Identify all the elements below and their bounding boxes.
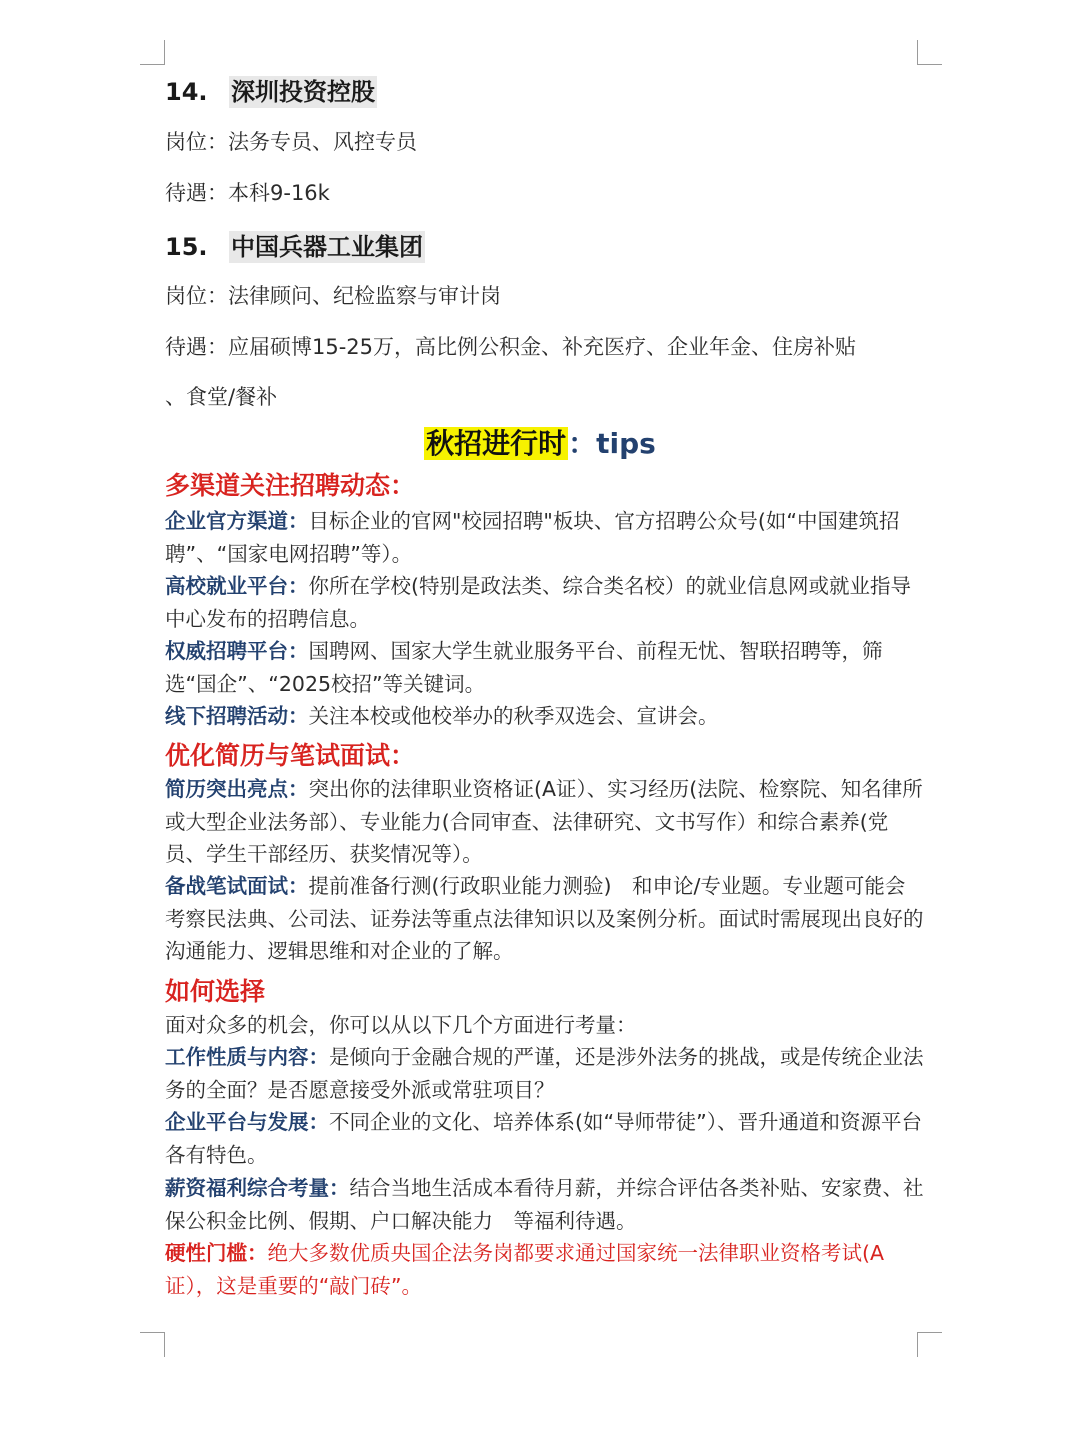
pay-label: 待遇： [165, 335, 228, 359]
company-name: 深圳投资控股 [231, 78, 375, 106]
item-label: 简历突出亮点： [165, 777, 309, 801]
channel-item [165, 570, 925, 635]
choose-item [165, 1106, 925, 1171]
company-heading [165, 72, 377, 107]
choose-intro: 面对众多的机会，你可以从以下几个方面进行考量： [165, 1013, 637, 1037]
position-label: 岗位： [165, 284, 228, 308]
item-text: 目标企业的官网"校园招聘"板块、官方招聘公众号(如“中国建筑招聘”、“国家电网招聘”等）。 [165, 509, 900, 566]
pay-value: 应届硕博15-25万，高比例公积金、补充医疗、企业年金、住房补贴 [228, 335, 857, 359]
company-name: 中国兵器工业集团 [231, 233, 423, 261]
item-text: 关注本校或他校举办的秋季双选会、宣讲会。 [308, 704, 719, 728]
company-position [165, 280, 501, 310]
item-label: 硬性门槛： [165, 1241, 268, 1265]
company-number: 14. [165, 78, 208, 106]
page-corner-mark-top-right [917, 40, 942, 65]
position-value: 法务专员、风控专员 [228, 130, 417, 154]
item-text: 你所在学校(特别是政法类、综合类名校）的就业信息网或就业指导中心发布的招聘信息。 [165, 574, 911, 631]
item-text: 国聘网、国家大学生就业服务平台、前程无忧、智联招聘等，筛选“国企”、“2025校招”等关键词。 [165, 639, 883, 696]
item-text: 提前准备行测(行政职业能力测验) 和申论/专业题。专业题可能会考察民法典、公司法、证券法等重点法律知识以及案例分析。面试时需展现出良好的沟通能力、逻辑思维和对企业的了解。 [165, 874, 924, 963]
page-corner-mark-top-left [140, 40, 165, 65]
company-position [165, 126, 417, 156]
channel-item [165, 635, 925, 700]
company-number: 15. [165, 233, 208, 261]
choose-item [165, 1041, 925, 1106]
choose-item-requirement [165, 1237, 925, 1302]
position-label: 岗位： [165, 130, 228, 154]
item-label: 企业平台与发展： [165, 1110, 329, 1134]
section-heading-channels: 多渠道关注招聘动态： [165, 471, 416, 500]
company-heading [165, 227, 425, 262]
item-text: 是倾向于金融合规的严谨，还是涉外法务的挑战，或是传统企业法务的全面？是否愿意接受外派或常驻项目？ [165, 1045, 924, 1102]
item-label: 工作性质与内容： [165, 1045, 329, 1069]
position-value: 法律顾问、纪检监察与审计岗 [228, 284, 501, 308]
item-label: 权威招聘平台： [165, 639, 309, 663]
section-heading-resume: 优化简历与笔试面试： [165, 741, 416, 770]
pay-value: 本科9-16k [228, 181, 330, 205]
item-label: 线下招聘活动： [165, 704, 309, 728]
company-pay [165, 331, 856, 361]
choose-item [165, 1172, 925, 1237]
item-label: 薪资福利综合考量： [165, 1176, 350, 1200]
section-heading-choose: 如何选择 [165, 977, 266, 1006]
resume-item [165, 870, 925, 968]
company-pay-continued: 、食堂/餐补 [165, 385, 278, 409]
resume-item [165, 773, 925, 871]
item-label: 备战笔试面试： [165, 874, 309, 898]
company-pay [165, 177, 330, 207]
item-label: 高校就业平台： [165, 574, 309, 598]
item-label: 企业官方渠道： [165, 509, 309, 533]
item-text: 绝大多数优质央国企法务岗都要求通过国家统一法律职业资格考试(A证），这是重要的“敲门砖”。 [165, 1241, 885, 1298]
item-text: 突出你的法律职业资格证(A证）、实习经历(法院、检察院、知名律所或大型企业法务部）、专业能力(合同审查、法律研究、文书写作）和综合素养(党员、学生干部经历、获奖情况等）。 [165, 777, 923, 866]
tips-title-rest: ：tips [568, 427, 656, 460]
tips-title [0, 422, 1080, 462]
page-corner-mark-bottom-right [917, 1332, 942, 1357]
channel-item [165, 505, 925, 570]
page-corner-mark-bottom-left [140, 1332, 165, 1357]
pay-label: 待遇： [165, 181, 228, 205]
item-text: 不同企业的文化、培养体系(如“导师带徒”）、晋升通道和资源平台各有特色。 [165, 1110, 922, 1167]
channel-item [165, 700, 925, 733]
item-text: 结合当地生活成本看待月薪，并综合评估各类补贴、安家费、社保公积金比例、假期、户口解决能力 等福利待遇。 [165, 1176, 924, 1233]
tips-title-highlight: 秋招进行时 [426, 427, 567, 460]
